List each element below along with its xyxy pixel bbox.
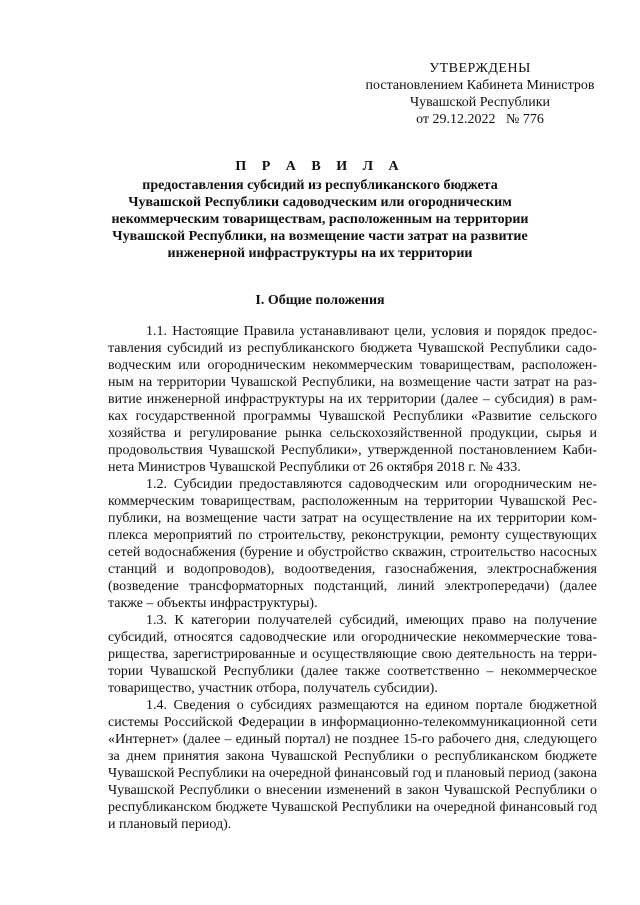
approval-date-number: от 29.12.2022 № 776 <box>416 112 544 127</box>
document-body <box>108 323 597 833</box>
paragraph-1-3: 1.3. К категории получателей субсидий, имеющих право на получение субсидий, относятся садоводческие или огороднические некоммерческие товарищества, зарегистрированные и осуществляющие свою деятельность на территории Чувашской Республики (далее также соответственно – некоммерческое товарищество, участник отбора, получатель субсидии). <box>108 613 597 696</box>
title-subtitle-line: Чувашской Республики, на возмещение части затрат на развитие <box>112 229 528 244</box>
approval-authority: постановлением Кабинета Министров <box>365 78 595 93</box>
paragraph-1-2: 1.2. Субсидии предоставляются садоводческим или огородническим некоммерческим товариществам, расположенным на территории Чувашской Республики, на возмещение части затрат на осуществление на их территории комплекса мероприятий по строительству, реконструкции, ремонту существующих сетей водоснабжения (бурение и обустройство скважин, строительство насосных станций и водопроводов), водоотведения, газоснабжения, электроснабжения (возведение трансформаторных подстанций, линий электропередачи) (далее также – объекты инфраструктуры). <box>108 477 597 611</box>
paragraph-1-1: 1.1. Настоящие Правила устанавливают цели, условия и порядок предоставления субсидий из республиканского бюджета Чувашской Республики садоводческим или огородническим некоммерческим товариществам, расположенным на территории Чувашской Республики, на возмещение части затрат на развитие инженерной инфраструктуры на их территории (далее – субсидия) в рамках государственной программы Чувашской Республики «Развитие сельского хозяйства и регулирование рынка сельскохозяйственной продукции, сырья и продовольствия Чувашской Республики», утвержденной постановлением Кабинета Министров Чувашской Республики от 26 октября 2018 г. № 433. <box>108 324 597 475</box>
title-subtitle-line: некоммерческим товариществам, расположенным на территории <box>111 212 529 227</box>
title-subtitle-line: предоставления субсидий из республиканского бюджета <box>142 178 498 193</box>
section-heading: I. Общие положения <box>255 293 385 308</box>
approval-heading: УТВЕРЖДЕНЫ <box>429 61 531 76</box>
document-title <box>110 158 530 262</box>
approval-stamp <box>350 60 610 128</box>
title-word: П Р А В И Л А <box>235 159 405 174</box>
title-subtitle-line: инженерной инфраструктуры на их территории <box>167 246 473 261</box>
approval-region: Чувашской Республики <box>409 95 551 110</box>
paragraph-1-4: 1.4. Сведения о субсидиях размещаются на едином портале бюджетной системы Российской Федерации в информационно-телекоммуникационной сети «Интернет» (далее – единый портал) не позднее 15-го рабочего дня, следующего за днем принятия закона Чувашской Республики о республиканском бюджете Чувашской Республики на очередной финансовый год и плановый период (закона Чувашской Республики о внесении изменений в закон Чувашской Республики о республиканском бюджете Чувашской Республики на очередной финансовый год и плановый период). <box>108 698 597 832</box>
title-subtitle-line: Чувашской Республики садоводческим или огородническим <box>128 195 512 210</box>
